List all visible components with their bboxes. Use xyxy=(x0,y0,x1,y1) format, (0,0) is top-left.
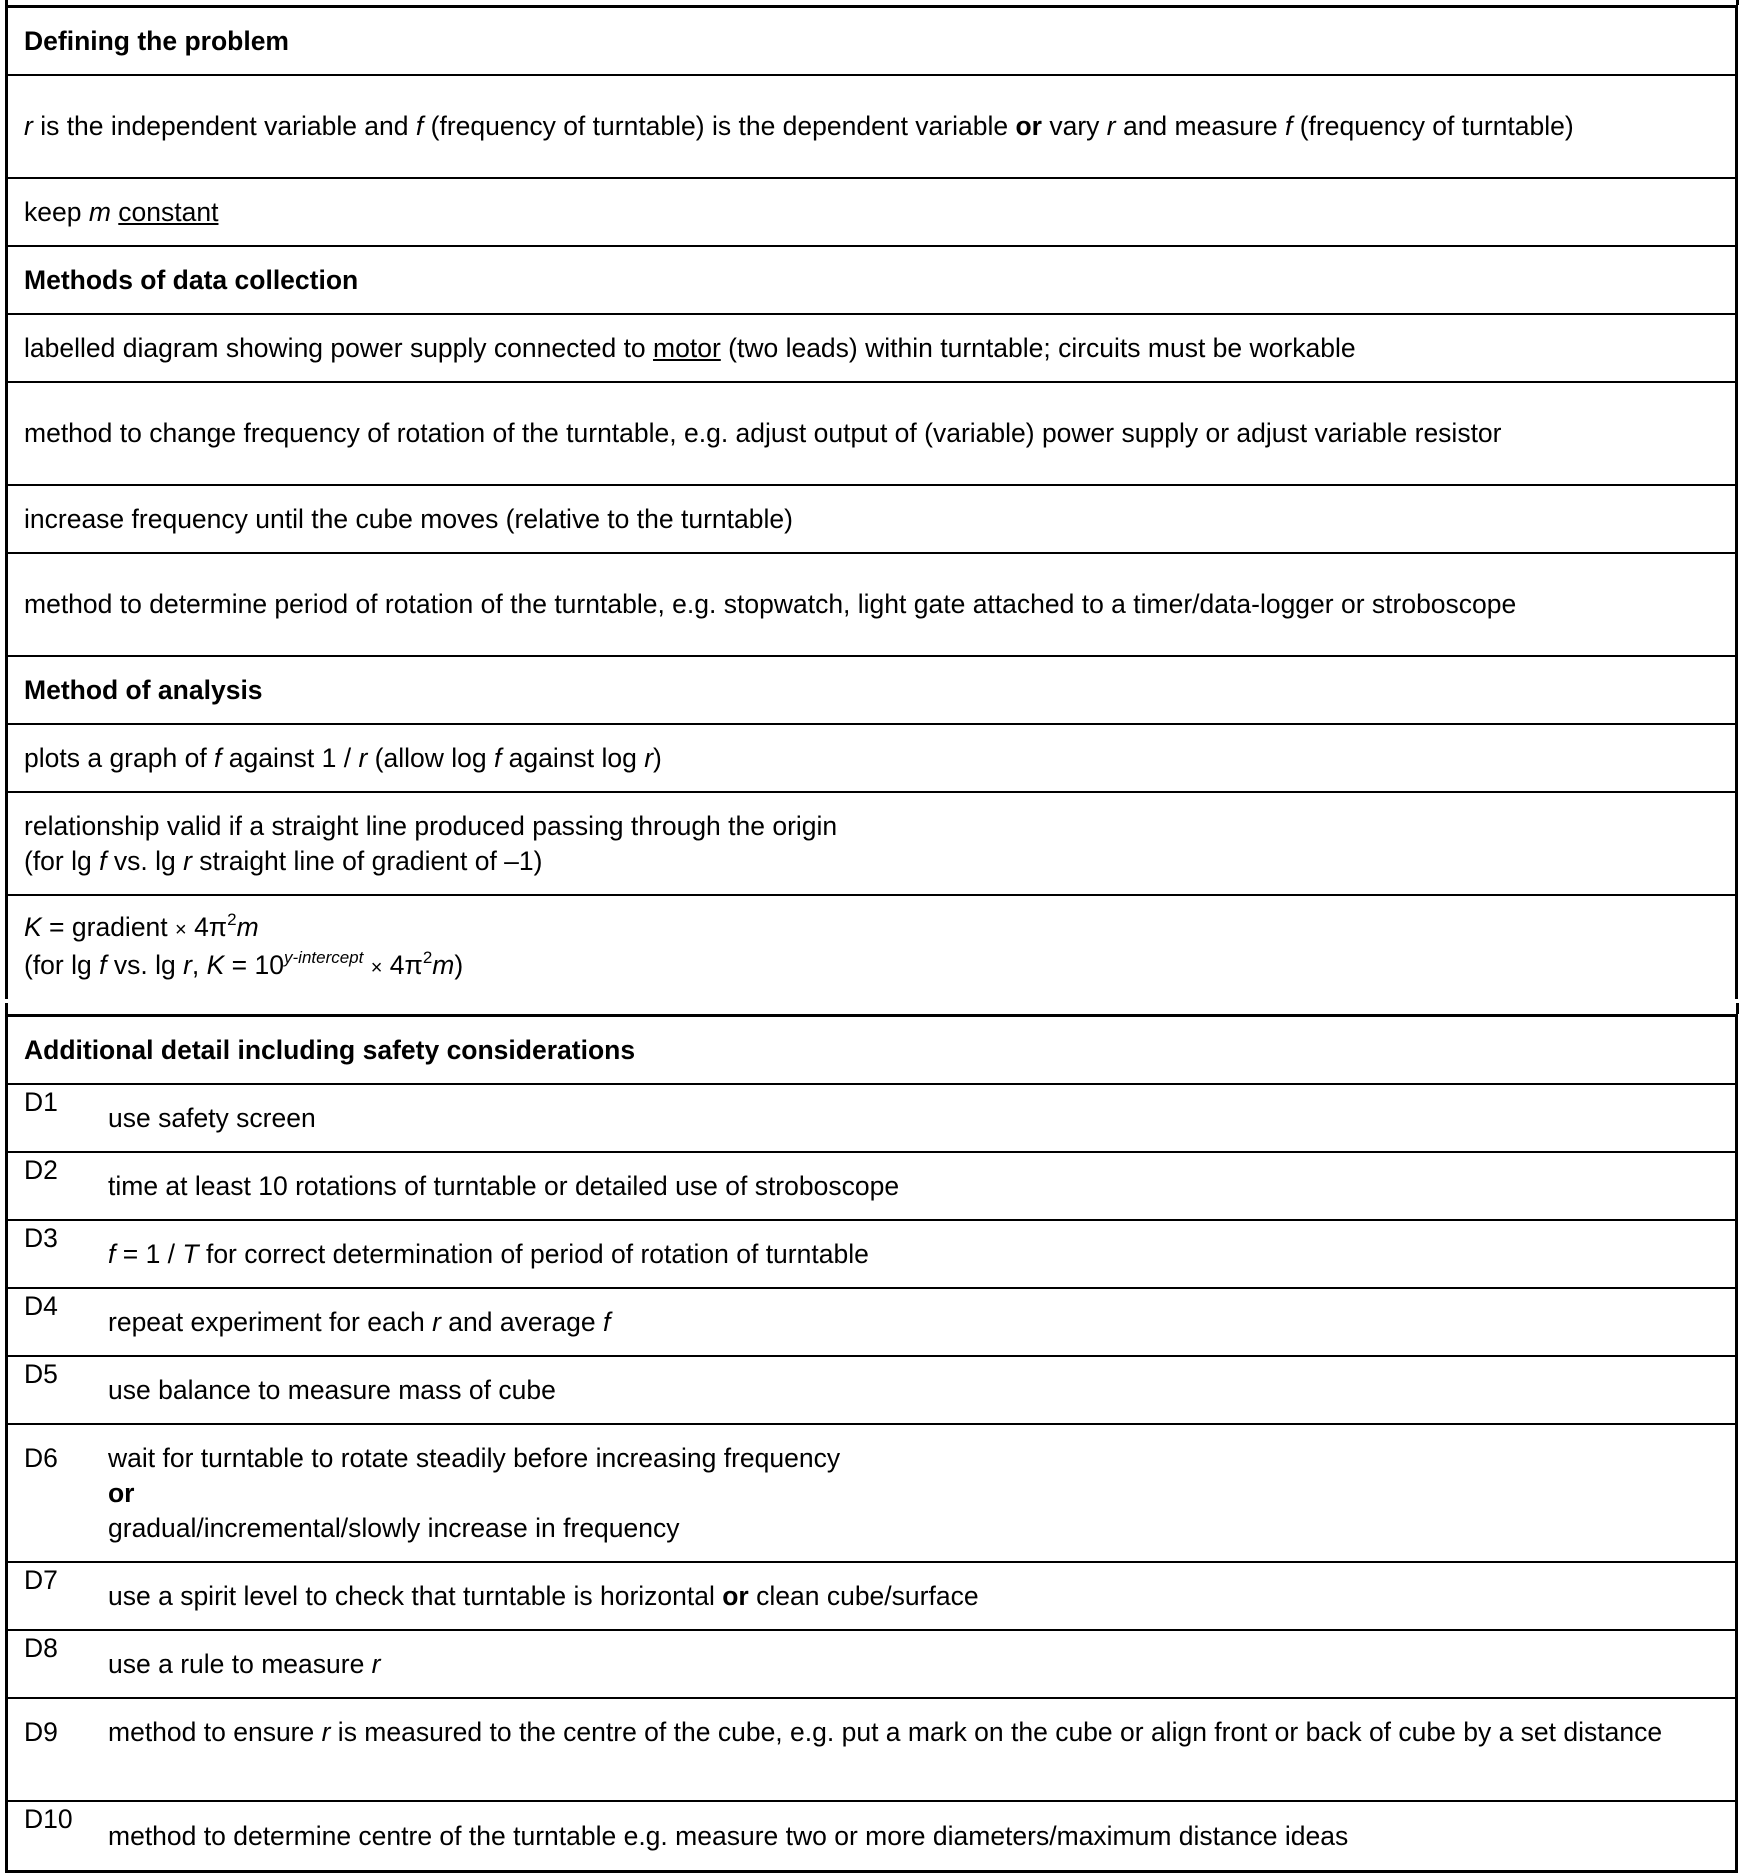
item-code: D5 xyxy=(24,1359,58,1389)
row-d5: D5 use balance to measure mass of cube xyxy=(8,1357,1735,1425)
row-labelled-diagram: labelled diagram showing power supply connected to motor (two leads) within turntable; circuits must be workable xyxy=(8,315,1735,383)
edge-tick xyxy=(5,1003,8,1014)
row-d3: D3 f = 1 / T for correct determination of period of rotation of turntable xyxy=(8,1221,1735,1289)
item-code: D7 xyxy=(24,1565,58,1595)
row-d4: D4 repeat experiment for each r and average f xyxy=(8,1289,1735,1357)
row-relationship-valid: relationship valid if a straight line produced passing through the origin (for lg f vs. lg r straight line of gradient of –1) xyxy=(8,793,1735,896)
row-independent-dependent-variables: r is the independent variable and f (frequency of turntable) is the dependent variable or vary r and measure f (frequency of turntable) xyxy=(8,76,1735,179)
section-header-defining-problem: Defining the problem xyxy=(8,8,1735,76)
mark-scheme-table-main xyxy=(5,5,1738,999)
row-d8: D8 use a rule to measure r xyxy=(8,1631,1735,1699)
row-keep-constant: keep m constant xyxy=(8,179,1735,247)
item-code: D9 xyxy=(24,1717,58,1747)
item-code: D6 xyxy=(24,1443,58,1473)
edge-tick xyxy=(1736,1003,1739,1014)
row-plot-graph: plots a graph of f against 1 / r (allow log f against log r) xyxy=(8,725,1735,793)
row-d10: D10 method to determine centre of the turntable e.g. measure two or more diameters/maximum distance ideas xyxy=(24,1804,1349,1851)
section-header-data-collection: Methods of data collection xyxy=(8,247,1735,315)
item-code: D3 xyxy=(24,1223,58,1253)
item-code: D2 xyxy=(24,1155,58,1185)
item-code: D10 xyxy=(24,1804,73,1834)
mark-scheme-table-additional xyxy=(5,1014,1738,1873)
row-k-formula: K = gradient × $4\pi^2m$ (for lg f vs. lg r, $K = 10^{y-intercept} \times 4\pi^2m$) xyxy=(24,909,464,980)
row-d1: D1 use safety screen xyxy=(8,1085,1735,1153)
row-change-frequency: method to change frequency of rotation of the turntable, e.g. adjust output of (variable) power supply or adjust variable resistor xyxy=(8,383,1735,486)
row-d6: D6 wait for turntable to rotate steadily before increasing frequency or gradual/incremental/slowly increase in frequency xyxy=(8,1425,1735,1563)
row-d2: D2 time at least 10 rotations of turntable or detailed use of stroboscope xyxy=(8,1153,1735,1221)
section-header-additional-detail: Additional detail including safety considerations xyxy=(8,1017,1735,1085)
item-code: D1 xyxy=(24,1087,58,1117)
row-d7: D7 use a spirit level to check that turntable is horizontal or clean cube/surface xyxy=(8,1563,1735,1631)
item-code: D8 xyxy=(24,1633,58,1663)
section-header-analysis: Method of analysis xyxy=(8,657,1735,725)
row-increase-frequency: increase frequency until the cube moves (relative to the turntable) xyxy=(8,486,1735,554)
row-determine-period: method to determine period of rotation of the turntable, e.g. stopwatch, light gate attached to a timer/data-logger or stroboscope xyxy=(8,554,1735,657)
item-code: D4 xyxy=(24,1291,58,1321)
row-d9: D9 method to ensure r is measured to the centre of the cube, e.g. put a mark on the cube or align front or back of cube by a set distance xyxy=(8,1699,1735,1802)
